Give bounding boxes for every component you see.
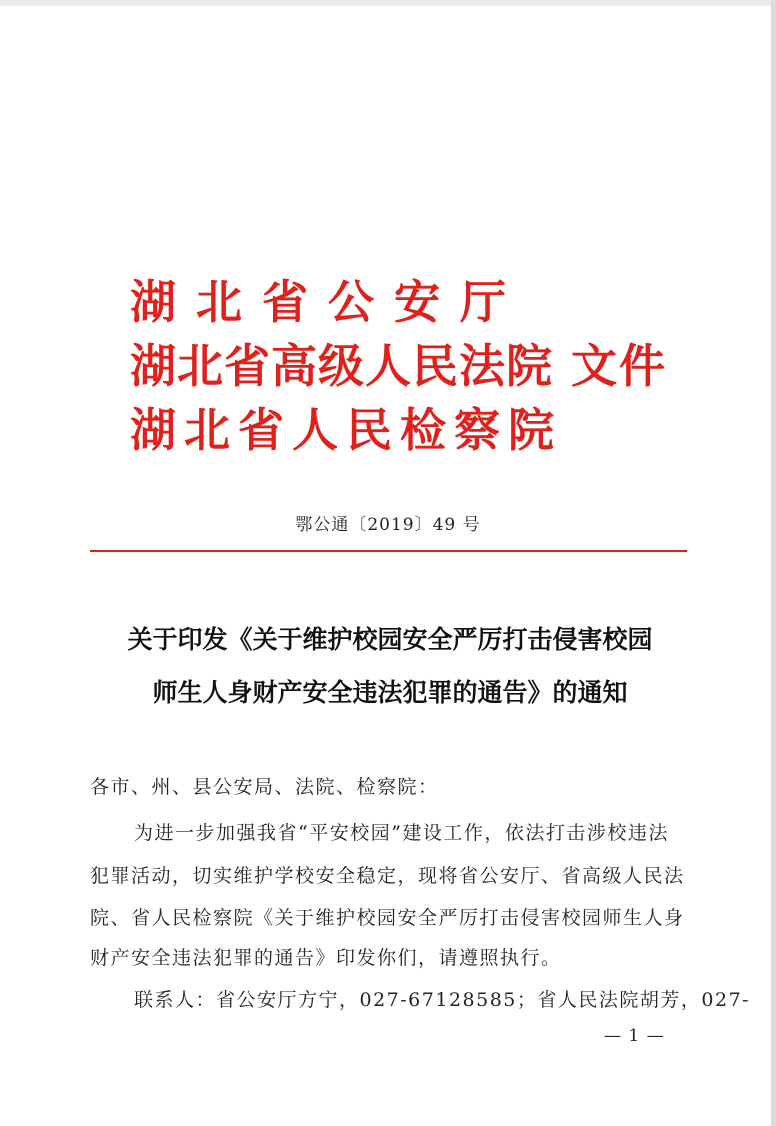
issuer-procuratorate: 湖北省人民检察院: [130, 403, 562, 457]
contact-line: 联系人：省公安厅方宁，027-67128585；省人民法院胡芳，027-: [134, 989, 751, 1011]
body-line: 为进一步加强我省“平安校园”建设工作，依法打击涉校违法: [134, 822, 669, 844]
scan-edge-top: [0, 0, 776, 6]
red-divider: [90, 550, 687, 552]
issuer-high-court: 湖北省高级人民法院: [130, 339, 553, 393]
body-line: 犯罪活动，切实维护学校安全稳定，现将省公安厅、省高级人民法: [90, 865, 685, 887]
body-line: 财产安全违法犯罪的通告》印发你们，请遵照执行。: [90, 947, 562, 969]
issuer-public-security: 湖北省公安厅: [130, 275, 526, 329]
salutation: 各市、州、县公安局、法院、检察院：: [90, 776, 439, 798]
notice-title-line-2: 师生人身财产安全违法犯罪的通告》的通知: [152, 678, 628, 707]
notice-title-line-1: 关于印发《关于维护校园安全严厉打击侵害校园: [127, 625, 653, 654]
document-label: 文件: [571, 339, 667, 393]
scan-edge-right: [771, 0, 776, 1126]
body-line: 院、省人民检察院《关于维护校园安全严厉打击侵害校园师生人身: [90, 907, 685, 929]
page-number: — 1 —: [604, 1026, 665, 1046]
document-number: 鄂公通〔2019〕49 号: [295, 515, 481, 535]
